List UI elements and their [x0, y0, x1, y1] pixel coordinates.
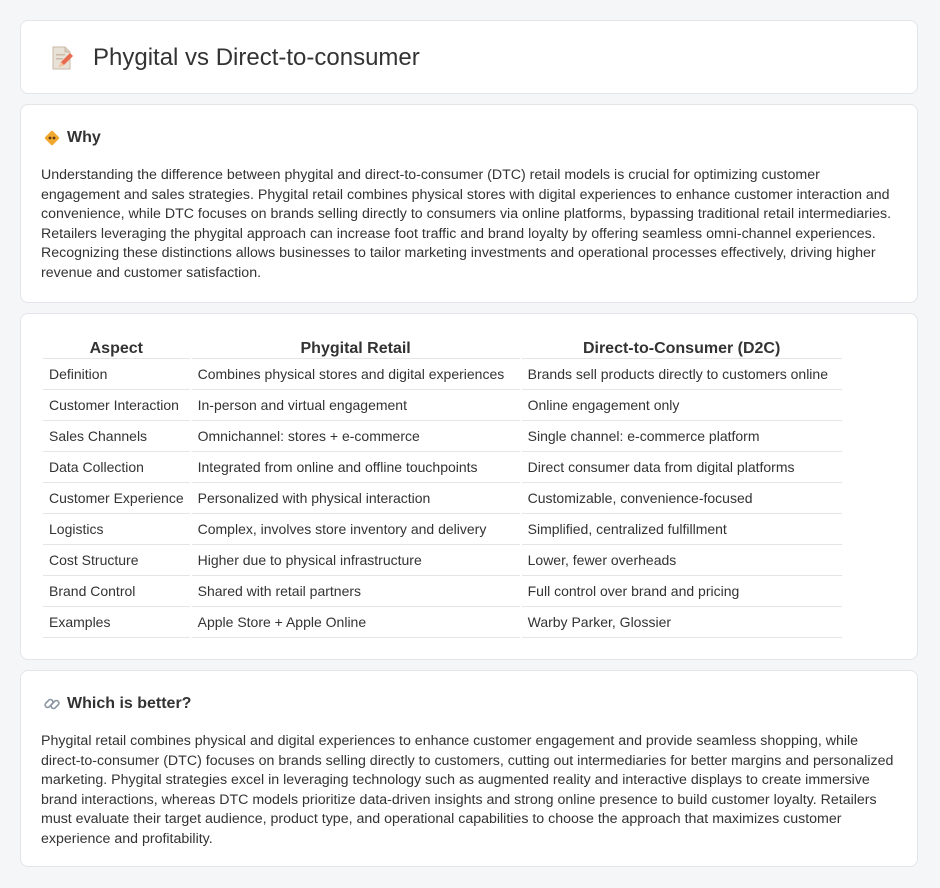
table-cell: Direct consumer data from digital platforms	[522, 452, 842, 483]
table-cell: Simplified, centralized fulfillment	[522, 514, 842, 545]
table-cell: Complex, involves store inventory and delivery	[192, 514, 520, 545]
table-header-row	[43, 336, 842, 359]
table-row	[43, 421, 842, 452]
table-row	[43, 545, 842, 576]
which-is-better-section	[20, 670, 918, 867]
page-title: Phygital vs Direct-to-consumer	[93, 44, 420, 71]
title-card	[20, 20, 918, 94]
why-heading	[43, 128, 101, 148]
column-header: Phygital Retail	[192, 336, 520, 359]
table-cell: Brands sell products directly to customers online	[522, 359, 842, 390]
why-heading-text: Why	[67, 129, 101, 146]
table-row	[43, 514, 842, 545]
link-icon	[43, 695, 61, 713]
table-cell: Customer Experience	[43, 483, 190, 514]
better-heading-text: Which is better?	[67, 695, 192, 712]
table-row	[43, 483, 842, 514]
document-pencil-icon	[49, 45, 75, 71]
diamond-sign-icon	[43, 129, 61, 147]
column-header: Direct-to-Consumer (D2C)	[522, 336, 842, 359]
table-cell: Examples	[43, 607, 190, 638]
table-cell: Single channel: e-commerce platform	[522, 421, 842, 452]
table-row	[43, 390, 842, 421]
column-header: Aspect	[43, 336, 190, 359]
table-row	[43, 607, 842, 638]
table-cell: Warby Parker, Glossier	[522, 607, 842, 638]
table-cell: Customizable, convenience-focused	[522, 483, 842, 514]
table-cell: Higher due to physical infrastructure	[192, 545, 520, 576]
table-cell: In-person and virtual engagement	[192, 390, 520, 421]
table-cell: Online engagement only	[522, 390, 842, 421]
table-cell: Shared with retail partners	[192, 576, 520, 607]
table-cell: Brand Control	[43, 576, 190, 607]
table-cell: Full control over brand and pricing	[522, 576, 842, 607]
better-heading	[43, 694, 191, 714]
table-cell: Cost Structure	[43, 545, 190, 576]
table-cell: Data Collection	[43, 452, 190, 483]
table-cell: Sales Channels	[43, 421, 190, 452]
why-paragraph: Understanding the difference between phygital and direct-to-consumer (DTC) retail models is crucial for optimizing customer engagement and sales strategies. Phygital retail combines physical stores with digital experiences to enhance customer interaction and convenience, while DTC focuses on brands selling directly to consumers via online platforms, bypassing traditional retail intermediaries. Retailers leveraging the phygital approach can increase foot traffic and brand loyalty by offering seamless omni-channel experiences. Recognizing these distinctions allows businesses to tailor marketing investments and operational processes effectively, driving higher revenue and customer satisfaction.	[41, 167, 892, 281]
comparison-table	[41, 336, 844, 638]
comparison-table-card	[20, 313, 918, 660]
better-paragraph: Phygital retail combines physical and digital experiences to enhance customer engagement and provide seamless shopping, while direct-to-consumer (DTC) focuses on brands selling directly to customers, cutting out intermediaries for better margins and personalized marketing. Phygital strategies excel in leveraging technology such as augmented reality and interactive displays to create immersive brand interactions, whereas DTC models prioritize data-driven insights and strong online presence to build customer loyalty. Retailers must evaluate their target audience, product type, and operational capabilities to choose the approach that maximizes customer experience and profitability.	[41, 733, 894, 847]
table-cell: Lower, fewer overheads	[522, 545, 842, 576]
table-cell: Apple Store + Apple Online	[192, 607, 520, 638]
table-cell: Logistics	[43, 514, 190, 545]
table-cell: Customer Interaction	[43, 390, 190, 421]
table-row	[43, 359, 842, 390]
table-cell: Integrated from online and offline touchpoints	[192, 452, 520, 483]
table-cell: Combines physical stores and digital experiences	[192, 359, 520, 390]
why-section	[20, 104, 918, 303]
table-cell: Definition	[43, 359, 190, 390]
table-cell: Omnichannel: stores + e-commerce	[192, 421, 520, 452]
table-row	[43, 576, 842, 607]
table-cell: Personalized with physical interaction	[192, 483, 520, 514]
table-row	[43, 452, 842, 483]
